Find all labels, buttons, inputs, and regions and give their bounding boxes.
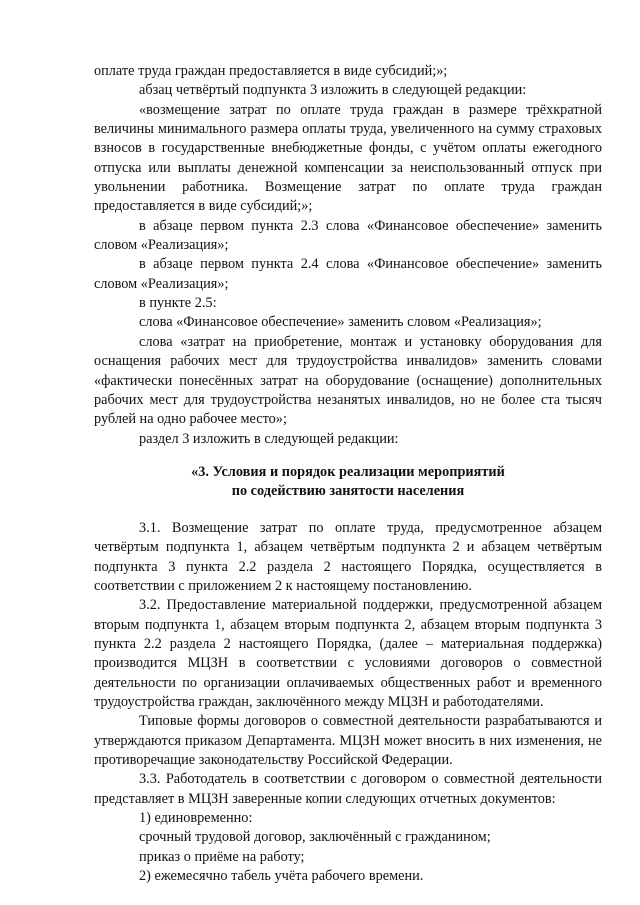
paragraph: 1) единовременно: <box>139 810 253 827</box>
paragraph: 2) ежемесячно табель учёта рабочего времени. <box>139 868 424 885</box>
paragraph: слова «затрат на приобретение, монтаж и установку оборудования для оснащения рабочих мест для трудоустройства инвалидов» заменить словами «фактически понесённых затрат на оборудование (оснащение) дополнительных рабочих мест для трудоустройства незанятых инвалидов, но не более ста тысяч рублей на одно рабочее место»; <box>94 333 602 428</box>
section-heading-line2: по содействию занятости населения <box>231 482 465 499</box>
document-page <box>94 62 602 886</box>
section-heading <box>94 463 602 501</box>
paragraph: в абзаце первом пункта 2.4 слова «Финансовое обеспечение» заменить словом «Реализация»; <box>94 256 602 292</box>
paragraphs-before <box>94 62 602 449</box>
paragraph: Типовые формы договоров о совместной деятельности разрабатываются и утверждаются приказом Департамента. МЦЗН может вносить в них изменения, не противоречащие законодательству Российской Федерации. <box>94 713 602 768</box>
paragraph: в абзаце первом пункта 2.3 слова «Финансовое обеспечение» заменить словом «Реализация»; <box>94 217 602 254</box>
paragraph: срочный трудовой договор, заключённый с гражданином; <box>139 829 491 846</box>
paragraph: приказ о приёме на работу; <box>139 848 305 865</box>
section-heading-line1: «3. Условия и порядок реализации мероприятий <box>191 463 505 480</box>
paragraph: абзац четвёртый подпункта 3 изложить в следующей редакции: <box>139 82 527 99</box>
paragraph: оплате труда граждан предоставляется в виде субсидий;»; <box>94 63 448 79</box>
paragraph: слова «Финансовое обеспечение» заменить словом «Реализация»; <box>139 314 542 331</box>
paragraph: 3.1. Возмещение затрат по оплате труда, предусмотренное абзацем четвёртым подпункта 1, абзацем четвёртым подпункта 2 и абзацем четвёртым подпункта 3 пункта 2.2 раздела 2 настоящего Порядка, осуществляется в соответствии с приложением 2 к настоящему постановлению. <box>94 519 602 594</box>
paragraph: в пункте 2.5: <box>139 295 217 312</box>
paragraph: «возмещение затрат по оплате труда граждан в размере трёхкратной величины минимального размера оплаты труда, увеличенного на сумму страховых взносов в государственные внебюджетные фонды, с учётом оплаты ежегодного отпуска или выплаты денежной компенсации за неиспользованный отпуск при увольнении работника. Возмещение затрат по оплате труда граждан предоставляется в виде субсидий;»; <box>94 101 602 215</box>
paragraph: раздел 3 изложить в следующей редакции: <box>139 430 399 447</box>
paragraph: 3.3. Работодатель в соответствии с договором о совместной деятельности представляет в МЦЗН заверенные копии следующих отчетных документов: <box>94 771 602 807</box>
paragraph: 3.2. Предоставление материальной поддержки, предусмотренной абзацем вторым подпункта 1, абзацем вторым подпункта 2, абзацем вторым подпункта 3 пункта 2.2 раздела 2 настоящего Порядка, (далее – материальная поддержка) производится МЦЗН в соответствии с условиями договоров о совместной деятельности по организации оплачиваемых общественных работ и временного трудоустройства граждан, заключённого между МЦЗН и работодателями. <box>94 597 602 710</box>
paragraphs-after <box>94 519 602 887</box>
